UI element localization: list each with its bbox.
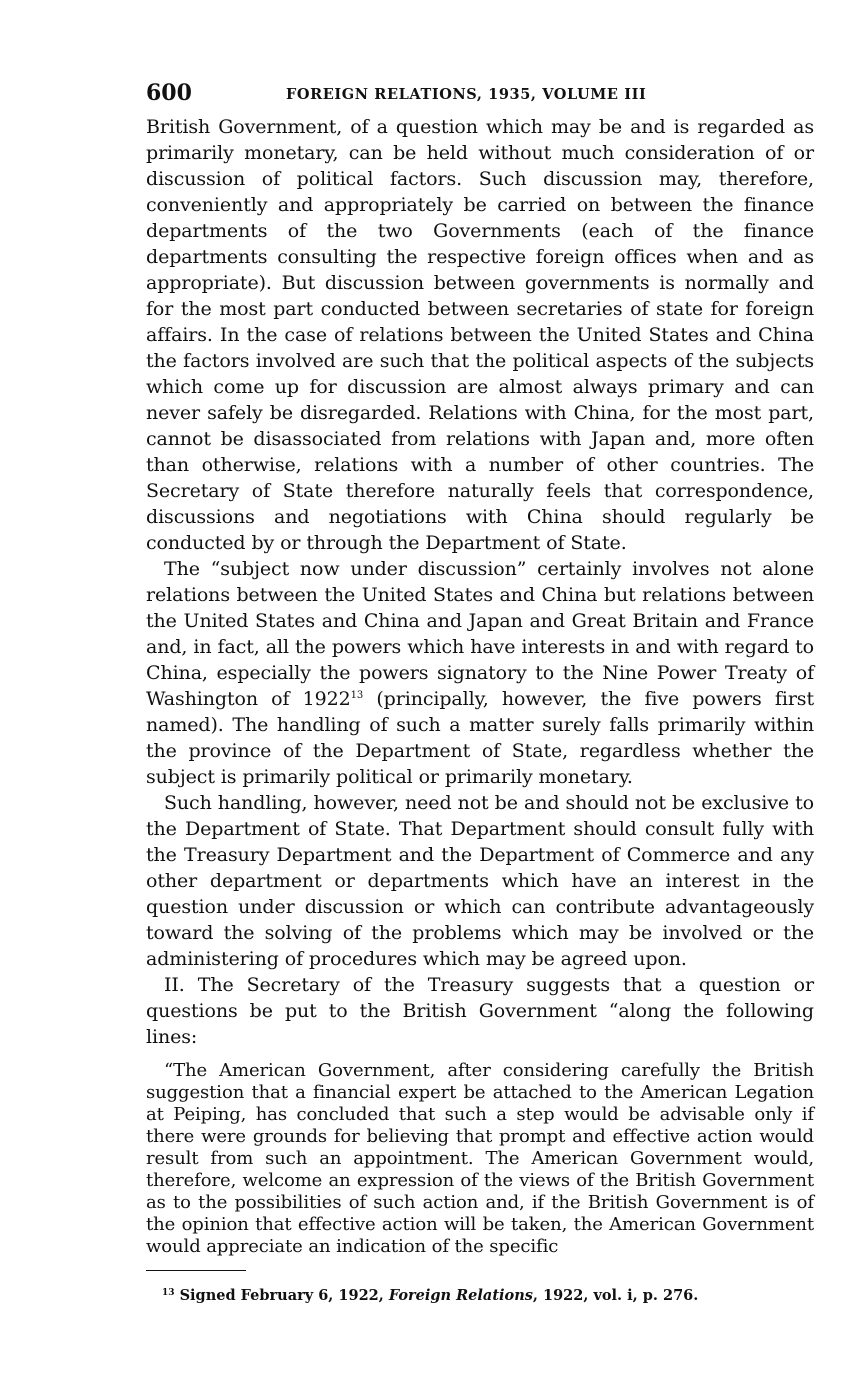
block-quote xyxy=(146,1060,814,1258)
paragraph-2 xyxy=(146,556,814,790)
paragraph-2-text-b: (principally, however, the five powers first named). The handling of such a matter surely falls primarily within the province of the Department of State, regardless whether the subject is primarily political or primarily monetary. xyxy=(146,688,814,788)
document-page xyxy=(146,80,814,1304)
footnote-mark: 13 xyxy=(162,1288,175,1298)
quote-text: “The American Government, after considering carefully the British suggestion that a financial expert be attached to the American Legation at Peiping, has concluded that such a step would be advisable only if there were grounds for believing that prompt and effective action would result from such an appointment. The American Government would, therefore, welcome an expression of the views of the British Government as to the possibilities of such action and, if the British Government is of the opinion that effective action will be taken, the American Government would appreciate an indication of the specific xyxy=(146,1060,814,1257)
paragraph-4: II. The Secretary of the Treasury suggests that a question or questions be put to the British Government “along the following lines: xyxy=(146,974,814,1048)
body-text xyxy=(146,114,814,1050)
footnote-divider xyxy=(146,1270,246,1271)
footnote-source-title: Foreign Relations xyxy=(388,1287,533,1304)
footnote xyxy=(162,1287,814,1304)
page-number: 600 xyxy=(146,80,192,106)
page-header xyxy=(146,80,814,114)
paragraph-1: British Government, of a question which may be and is regarded as primarily monetary, can be held without much consideration of or discussion of political factors. Such discussion may, therefore, conveniently and appropriately be carried on between the finance departments of the two Governments (each of the finance departments consulting the respective foreign offices when and as appropriate). But discussion between governments is normally and for the most part conducted between secretaries of state for foreign affairs. In the case of relations between the United States and China the factors involved are such that the political aspects of the subjects which come up for discussion are almost always primary and can never safely be disregarded. Relations with China, for the most part, cannot be disassociated from relations with Japan and, more often than otherwise, relations with a number of other countries. The Secretary of State therefore naturally feels that correspondence, discussions and negotiations with China should regularly be conducted by or through the Department of State. xyxy=(146,116,814,554)
footnote-text-b: , 1922, vol. i, p. 276. xyxy=(532,1287,699,1304)
footnote-reference: 13 xyxy=(350,690,364,701)
footnote-text-a: Signed February 6, 1922, xyxy=(174,1287,389,1304)
paragraph-3: Such handling, however, need not be and should not be exclusive to the Department of State. That Department should consult fully with the Treasury Department and the Department of Commerce and any other department or departments which have an interest in the question under discussion or which can contribute advantageously toward the solving of the problems which may be involved or the administering of procedures which may be agreed upon. xyxy=(146,792,814,970)
running-head: FOREIGN RELATIONS, 1935, VOLUME III xyxy=(286,86,647,103)
paragraph-2-text-a: The “subject now under discussion” certainly involves not alone relations between the United States and China but relations between the United States and China and Japan and Great Britain and France and, in fact, all the powers which have interests in and with regard to China, especially the powers signatory to the Nine Power Treaty of Washington of 1922 xyxy=(146,558,814,710)
